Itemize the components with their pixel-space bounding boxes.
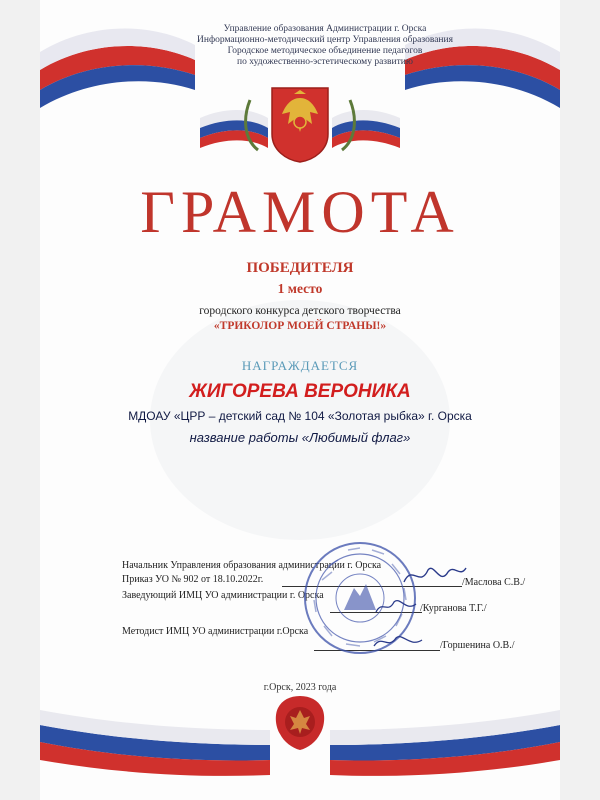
header-line-2: Информационно-методический центр Управления образования (197, 35, 453, 45)
signatory-position-3: Методист ИМЦ УО администрации г.Орска (122, 626, 309, 637)
recipient-organization: МДОАУ «ЦРР – детский сад № 104 «Золотая рыбка» г. Орска (128, 409, 472, 423)
winner-label: ПОБЕДИТЕЛЯ (246, 260, 354, 276)
signature-mark-3 (370, 630, 430, 654)
awarded-label: НАГРАЖДАЕТСЯ (241, 358, 359, 373)
order-reference: Приказ УО № 902 от 18.10.2022г. (122, 574, 264, 585)
header-line-1: Управление образования Администрации г. Орска (223, 24, 427, 34)
signatory-name-1: /Маслова С.В./ (462, 577, 526, 588)
certificate-title: ГРАМОТА (140, 179, 460, 245)
header-line-4: по художественно-эстетическому развитию (237, 57, 413, 67)
signature-mark-2 (372, 594, 422, 618)
signature-mark-1 (400, 560, 470, 590)
coat-of-arms-icon (268, 84, 332, 164)
issuer-header (180, 24, 470, 68)
place-label: 1 место (277, 281, 323, 296)
place-and-year: г.Орск, 2023 года (263, 682, 337, 693)
header-line-3: Городское методическое объединение педагогов (227, 46, 423, 56)
work-title: название работы «Любимый флаг» (189, 430, 411, 445)
signatory-position-2: Заведующий ИМЦ УО администрации г. Орска (122, 590, 324, 601)
signatory-name-3: /Горшенина О.В./ (440, 640, 515, 651)
contest-description: городского конкурса детского творчества (199, 305, 401, 317)
signatory-position-1: Начальник Управления образования администрации г. Орска (122, 560, 382, 571)
wax-seal-icon (274, 694, 326, 752)
recipient-name: ЖИГОРЕВА ВЕРОНИКА (189, 381, 411, 402)
signatory-name-2: /Курганова Т.Г./ (420, 603, 487, 614)
contest-name: «ТРИКОЛОР МОЕЙ СТРАНЫ!» (213, 320, 387, 332)
